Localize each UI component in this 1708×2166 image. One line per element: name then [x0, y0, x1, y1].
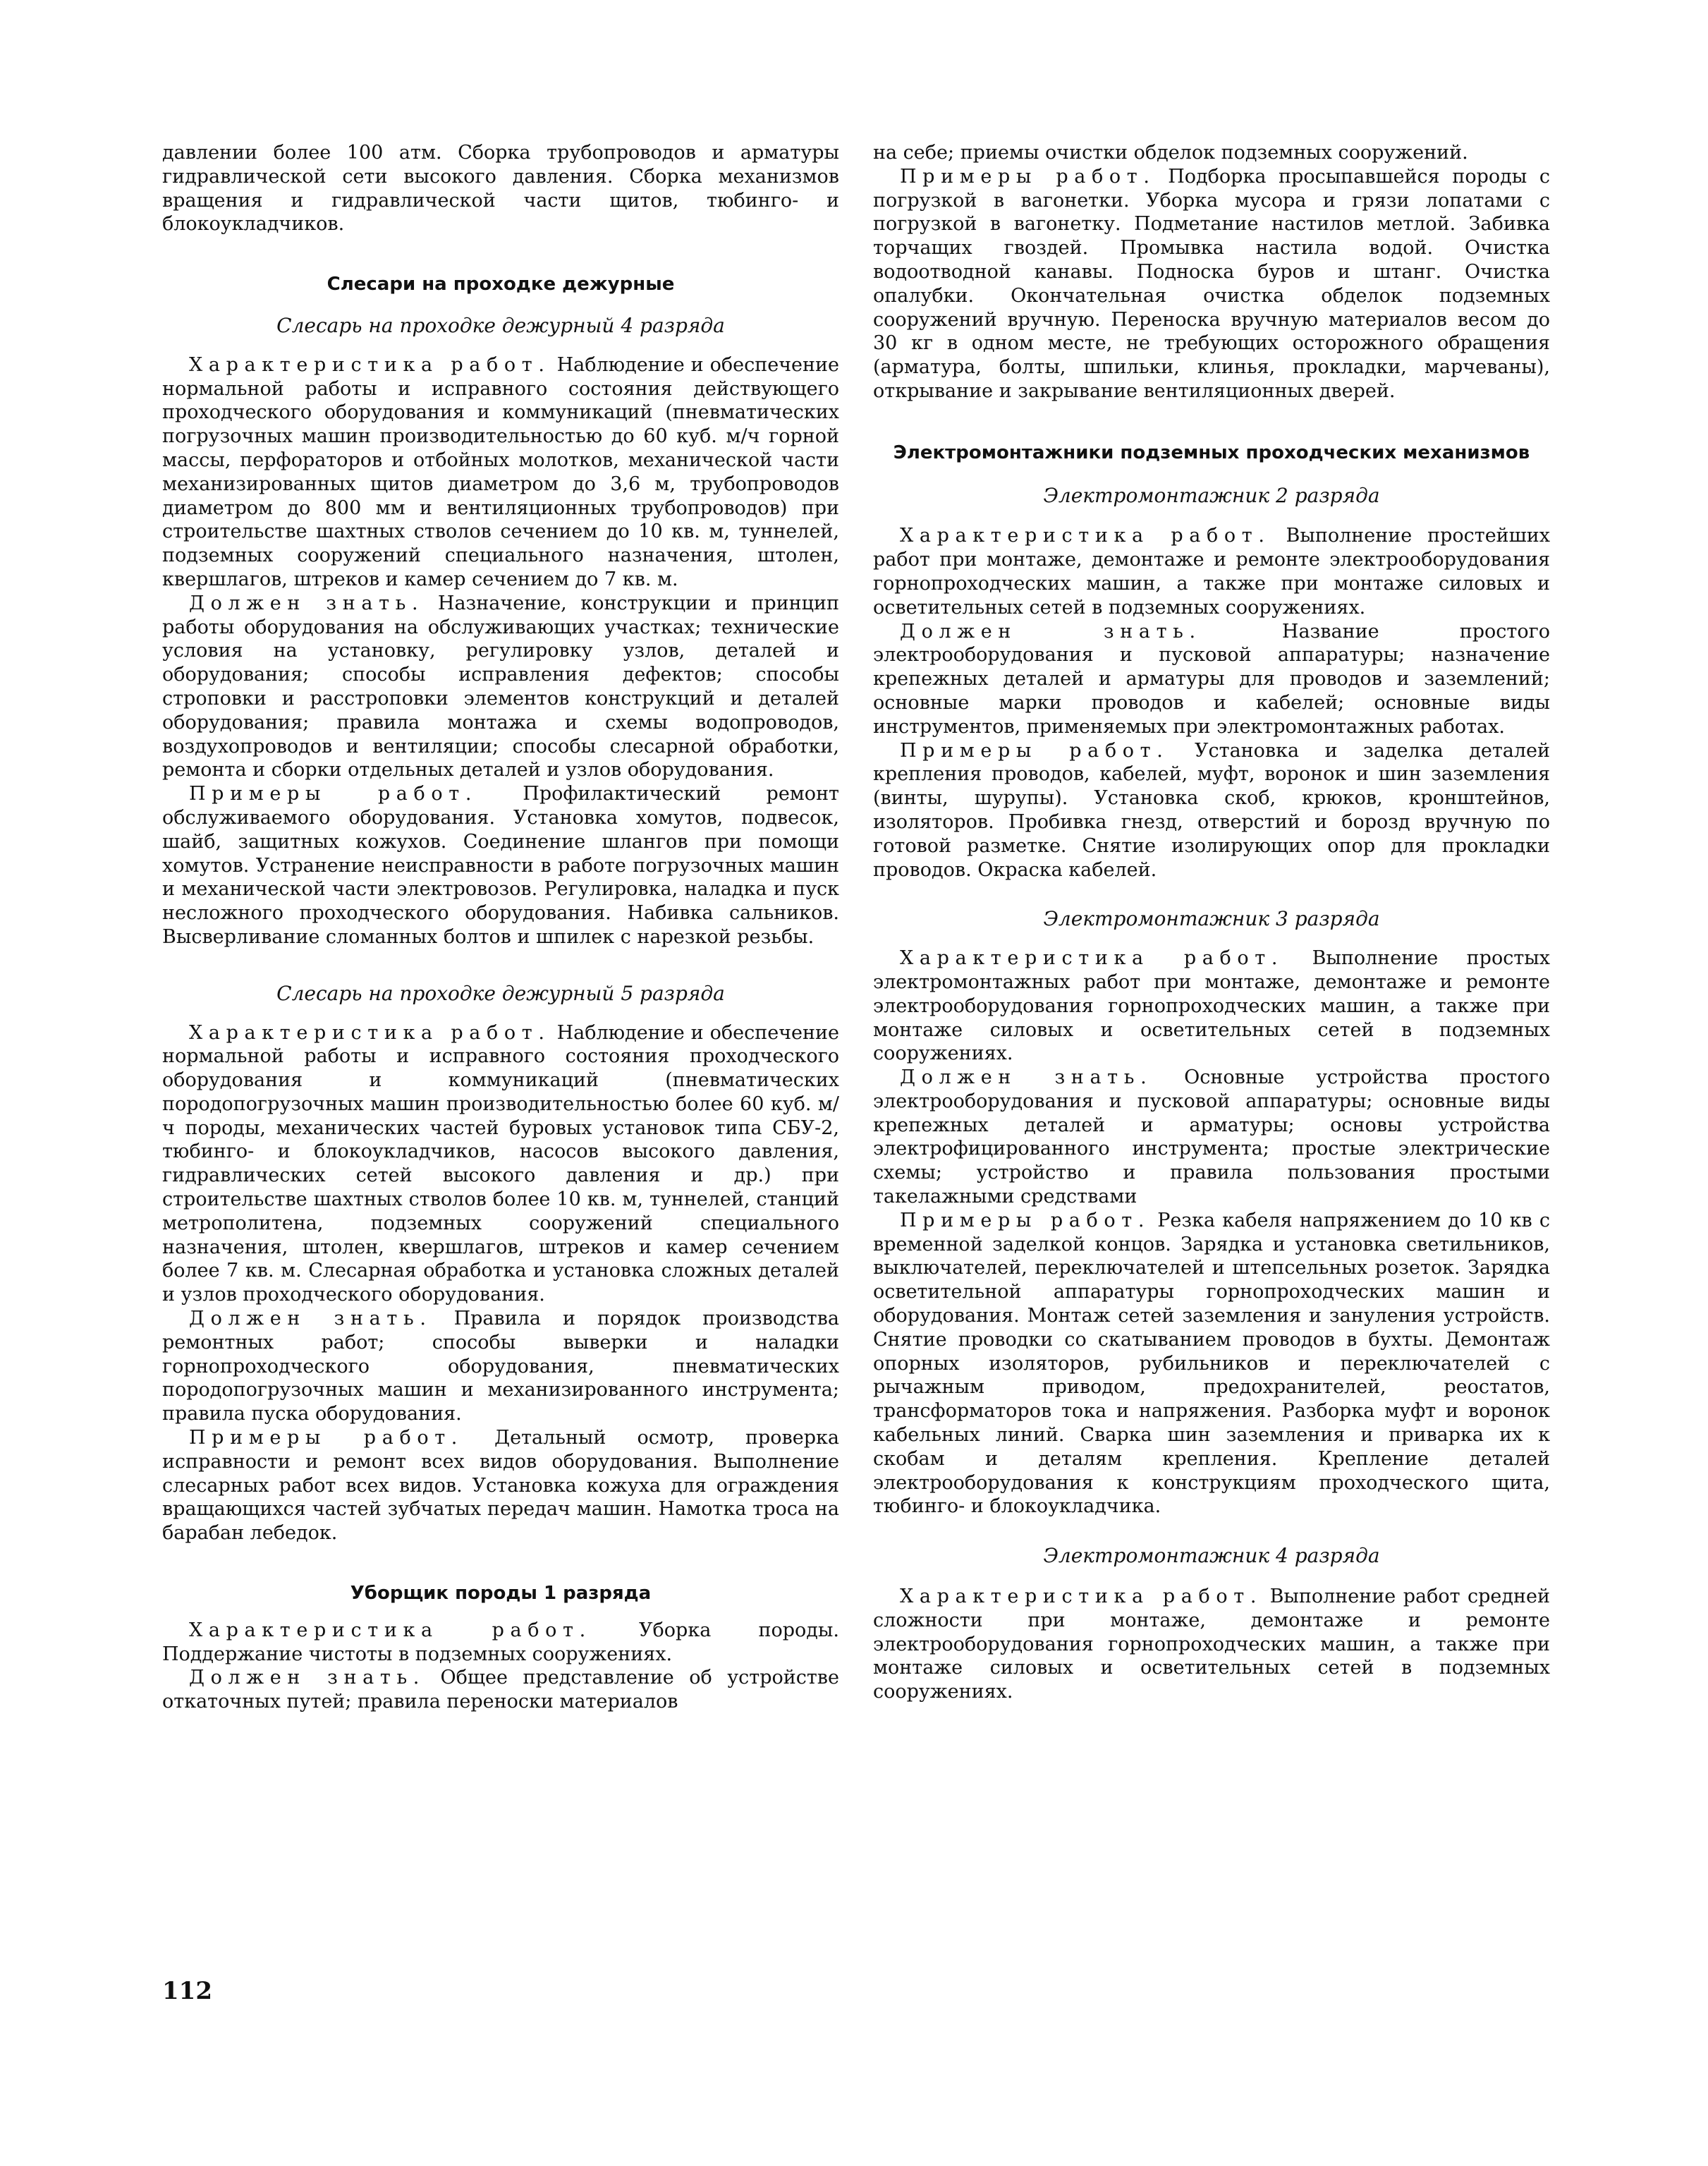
left-column [162, 141, 839, 1714]
paragraph-characteristics [873, 1585, 1550, 1704]
label-examples: Примеры работ. [900, 1209, 1151, 1231]
text-examples: Детальный осмотр, проверка исправности и ремонт всех видов оборудования. Выполнение слесарных работ всех видов. Установка кожуха для ограждения вращающихся частей зубчатых передач машин. Намотка троса на барабан лебедок. [162, 1427, 839, 1545]
label-must-know: Должен знать. [189, 1667, 426, 1689]
intro-paragraph: давлении более 100 атм. Сборка трубопроводов и арматуры гидравлической сети высокого давления. Сборка механизмов вращения и гидравлической части щитов, тюбинго- и блокоукладчиков. [162, 142, 839, 236]
section-title-slesari: Слесари на проходке дежурные [327, 274, 675, 296]
text-examples: Установка и заделка деталей крепления проводов, кабелей, муфт, воронок и шин заземления (винты, шурупы). Установка скоб, крюков, кронштейнов, изоляторов. Пробивка гнезд, отверстий и борозд вручную по готовой разметке. Снятие изолирующих опор для прокладки проводов. Окраска кабелей. [873, 739, 1550, 881]
label-examples: Примеры работ. [189, 783, 478, 805]
paragraph-examples [162, 1426, 839, 1545]
text-examples: Резка кабеля напряжением до 10 кв с временной заделкой концов. Зарядка и установка светильников, выключателей, переключателей и штепсельных розеток. Зарядка осветительной аппаратуры горнопроходческих машин и оборудования. Монтаж сетей заземления и зануления устройств. Снятие проводки со скатыванием проводов в бухты. Демонтаж опорных изоляторов, рубильников и переключателей с рычажным приводом, предохранителей, реостатов, трансформаторов тока и напряжения. Разборка муфт и воронок кабельных линий. Сварка шин заземления и приварка их к скобам и деталям крепления. Крепление деталей электрооборудования к конструкциям проходческого щита, тюбинго- и блокоукладчика. [873, 1209, 1550, 1518]
paragraph-characteristics [162, 353, 839, 592]
paragraph-must-know [873, 620, 1550, 739]
paragraph-characteristics [873, 947, 1550, 1066]
section-title-elektromontazhniki: Электромонтажники подземных проходческих механизмов [893, 442, 1530, 463]
label-must-know: Должен знать. [189, 592, 425, 614]
label-characteristics: Характеристика работ. [189, 1021, 551, 1044]
label-characteristics: Характеристика работ. [900, 1586, 1263, 1608]
text-examples: Подборка просыпавшейся породы с погрузкой в вагонетки. Уборка мусора и грязи лопатами с погрузкой в вагонетку. Подметание настилов метлой. Забивка торчащих гвоздей. Промывка настила водой. Очистка водоотводной канавы. Подноска буров и штанг. Очистка опалубки. Окончательная очистка обделок подземных сооружений вручную. Переноска вручную материалов весом до 30 кг в одном месте, не требующих осторожного обращения (арматура, болты, шпильки, клинья, прокладки, марчеваны), открывание и закрывание вентиляционных дверей. [873, 165, 1550, 402]
right-column [873, 141, 1550, 1704]
text-characteristics: Уборка породы. Поддержание чистоты в подземных сооружениях. [162, 1619, 839, 1665]
paragraph-must-know [162, 1307, 839, 1426]
label-characteristics: Характеристика работ. [189, 1619, 592, 1641]
text-must-know: Назначение, конструкции и принцип работы оборудования на обслуживающих участках; технические условия на установку, регулировку узлов, деталей и оборудования; способы исправления дефектов; способы строповки и расстроповки элементов конструкций и деталей оборудования; правила монтажа и схемы водопроводов, воздухопроводов и вентиляции; способы слесарной обработки, ремонта и сборки отдельных деталей и узлов оборудования. [162, 592, 839, 781]
paragraph-must-know [873, 1066, 1550, 1209]
text-characteristics: Выполнение работ средней сложности при монтаже, демонтаже и ремонте электрооборудования горнопроходческих машин, а также при монтаже силовых и осветительных сетей в подземных сооружениях. [873, 1586, 1550, 1703]
text-characteristics: Выполнение простейших работ при монтаже, демонтаже и ремонте электрооборудования горнопроходческих машин, а также при монтаже силовых и осветительных сетей в подземных сооружениях. [873, 525, 1550, 619]
paragraph-characteristics [162, 1619, 839, 1667]
subsection-title-elektromontazhnik-4: Электромонтажник 4 разряда [1043, 1544, 1380, 1568]
subsection-title-elektromontazhnik-3: Электромонтажник 3 разряда [1043, 907, 1380, 931]
page-number: 112 [162, 1977, 212, 2005]
label-must-know: Должен знать. [900, 1066, 1153, 1089]
paragraph-examples [873, 739, 1550, 882]
label-must-know: Должен знать. [900, 620, 1202, 643]
text-must-know: Правила и порядок производства ремонтных работ; способы выверки и наладки горнопроходческого оборудования, пневматических породопогрузочных машин и механизированного инструмента; правила пуска оборудования. [162, 1308, 839, 1425]
subsection-title-elektromontazhnik-2: Электромонтажник 2 разряда [1043, 483, 1380, 507]
paragraph-characteristics [873, 524, 1550, 619]
paragraph-examples [162, 782, 839, 949]
label-examples: Примеры работ. [900, 165, 1156, 188]
text-examples: Профилактический ремонт обслуживаемого оборудования. Установка хомутов, подвесок, шайб, защитных кожухов. Соединение шлангов при помощи хомутов. Устранение неисправности в работе погрузочных машин и механической части электровозов. Регулировка, наладка и пуск несложного проходческого оборудования. Набивка сальников. Высверливание сломанных болтов и шпилек с нарезкой резьбы. [162, 783, 839, 948]
paragraph-examples [873, 165, 1550, 403]
label-characteristics: Характеристика работ. [900, 525, 1271, 547]
paragraph-must-know [162, 592, 839, 782]
label-must-know: Должен знать. [189, 1308, 432, 1330]
paragraph-characteristics [162, 1021, 839, 1308]
text-characteristics: Наблюдение и обеспечение нормальной работы и исправного состояния действующего проходческого оборудования и коммуникаций (пневматических погрузочных машин производительностью до 60 куб. м/ч горной массы, перфораторов и отбойных молотков, механической части механизированных щитов диаметром до 3,6 м, трубопроводов диаметром до 800 мм и вентиляционных трубопроводов) при строительстве шахтных стволов сечением до 10 кв. м, туннелей, подземных сооружений специального назначения, штолен, квершлагов, штреков и камер сечением до 7 кв. м. [162, 353, 839, 590]
text-characteristics: Наблюдение и обеспечение нормальной работы и исправного состояния проходческого оборудования и коммуникаций (пневматических породопогрузочных машин производительностью более 60 куб. м/ч породы, механических частей буровых установок типа СБУ-2, тюбинго- и блокоукладчиков, насосов высокого давления, гидравлических сетей высокого давления и др.) при строительстве шахтных стволов более 10 кв. м, туннелей, станций метрополитена, подземных сооружений специального назначения, штолен, квершлагов, штреков и камер сечением более 7 кв. м. Слесарная обработка и установка сложных деталей и узлов проходческого оборудования. [162, 1021, 839, 1306]
subsection-title-slesar-5: Слесарь на проходке дежурный 5 разряда [276, 981, 725, 1005]
paragraph-must-know [162, 1666, 839, 1714]
paragraph-examples [873, 1209, 1550, 1519]
subsection-title-slesar-4: Слесарь на проходке дежурный 4 разряда [276, 313, 725, 337]
text-must-know: Основные устройства простого электрооборудования и пусковой аппаратуры; основные виды крепежных деталей и арматуры; основы устройства электрофицированного инструмента; простые электрические схемы; устройство и правила пользования простыми такелажными средствами [873, 1066, 1550, 1208]
continued-paragraph: на себе; приемы очистки обделок подземных сооружений. [873, 142, 1468, 164]
label-examples: Примеры работ. [189, 1427, 464, 1449]
label-characteristics: Характеристика работ. [900, 947, 1284, 970]
label-characteristics: Характеристика работ. [189, 353, 551, 376]
section-title-uborshchik: Уборщик породы 1 разряда [350, 1583, 652, 1605]
text-must-know: Название простого электрооборудования и пусковой аппаратуры; назначение крепежных деталей и арматуры для проводов и заземлений; основные марки проводов и кабелей; основные виды инструментов, применяемых при электромонтажных работах. [873, 620, 1550, 738]
text-characteristics: Выполнение простых электромонтажных работ при монтаже, демонтаже и ремонте электрооборудования горнопроходческих машин, а также при монтаже силовых и осветительных сетей в подземных сооружениях. [873, 947, 1550, 1065]
label-examples: Примеры работ. [900, 739, 1169, 762]
text-must-know: Общее представление об устройстве откаточных путей; правила переноски материалов [162, 1667, 839, 1713]
